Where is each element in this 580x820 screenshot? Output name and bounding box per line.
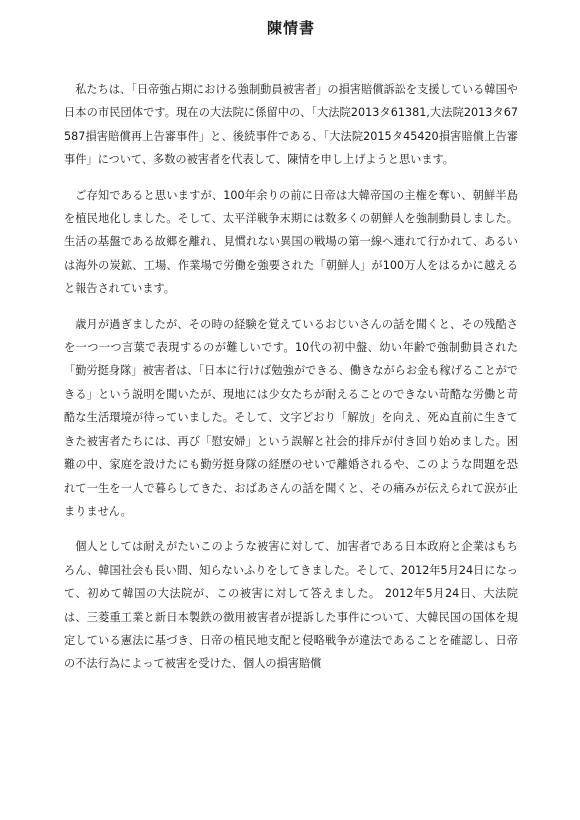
- paragraph-1: 私たちは、「日帝強占期における強制動員被害者」の損害賠償訴訟を支援している韓国や日本の市民団体です。現在の大法院に係留中の、「大法院2013タ61381,大法院2013タ67587損害賠償再上告審事件」と、後続事件である、「大法院2015タ45420損害賠償上告審事件」について、多数の被害者を代表して、陳情を申し上げようと思います。: [64, 83, 518, 167]
- document-title: 陳情書: [266, 19, 315, 37]
- paragraph-3: 歳月が過ぎましたが、その時の経験を覚えているおじいさんの話を聞くと、その残酷さを一つ一つ言葉で表現するのが難しいです。10代の初中盤、幼い年齢で強制動員された「勤労挺身隊」被害者は、「日本に行けば勉強ができる、働きながらお金も稼げることができる」という説明を聞いたが、現地には少女たちが耐えることのできない苛酷な労働と苛酷な生活環境が待っていました。そして、文字どおり「解放」を向え、死ぬ直前に生きてきた被害者たちには、再び「慰安婦」という誤解と社会的排斥が付き回り始めました。困難の中、家庭を設けたにも勤労挺身隊の経歴のせいで離婚されるや、このような問題を恐れて一生を一人で暮らしてきた、おばあさんの話を聞くと、その痛みが伝えられて涙が止まりません。: [64, 317, 518, 518]
- paragraph-2: ご存知であると思いますが、100年余りの前に日帝は大韓帝国の主権を奪い、朝鮮半島を植民地化しました。そして、太平洋戦争末期には数多くの朝鮮人を強制動員しました。生活の基盤である故郷を離れ、見慣れない異国の戦場の第一線へ連れて行かれて、あるいは海外の炭鉱、工場、作業場で労働を強要された「朝鮮人」が100万人をはるかに越えると報告されています。: [64, 188, 518, 296]
- paragraph-4: 個人としては耐えがたいこのような被害に対して、加害者である日本政府と企業はもちろん、韓国社会も長い間、知らないふりをしてきました。そして、2012年5月24日になって、初めて韓国の大法院が、この被害に対して答えました。 2012年5月24日、大法院は、三菱重工業と新日本製鉄の徴用被害者が提訴した事件について、大韓民国の国体を規定している憲法に基づき、日帝の植民地支配と侵略戦争が違法であることを確認し、日帝の不法行為によって被害を受けた、個人の損害賠償: [64, 540, 518, 671]
